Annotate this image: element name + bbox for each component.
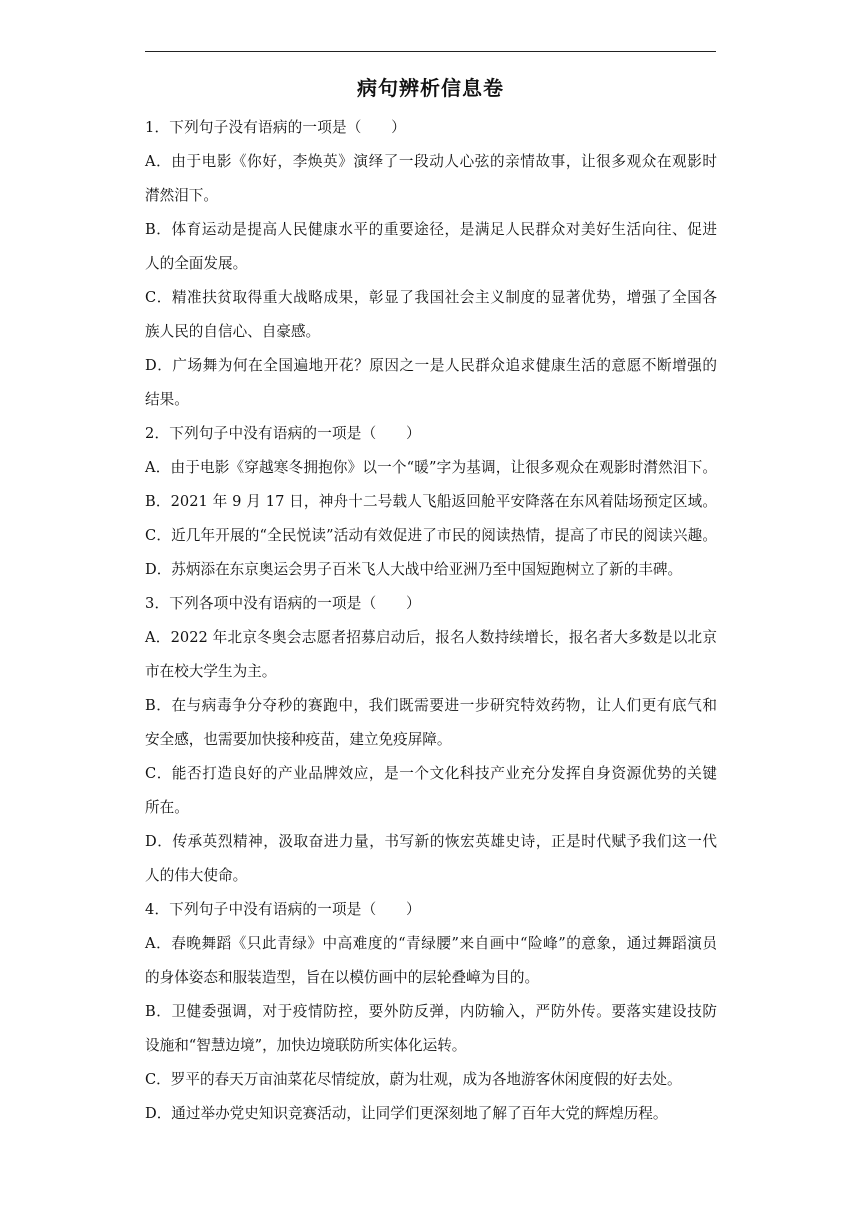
option-4a-line-1: A．春晚舞蹈《只此青绿》中高难度的“青绿腰”来自画中“险峰”的意象，通过舞蹈演员 xyxy=(145,935,717,952)
option-4c: C．罗平的春天万亩油菜花尽情绽放，蔚为壮观，成为各地游客休闲度假的好去处。 xyxy=(145,1071,682,1088)
option-4d: D．通过举办党史知识竞赛活动，让同学们更深刻地了解了百年大党的辉煌历程。 xyxy=(145,1105,668,1122)
option-1a-line-1: A．由于电影《你好，李焕英》演绎了一段动人心弦的亲情故事，让很多观众在观影时 xyxy=(145,153,717,170)
option-2d: D．苏炳添在东京奥运会男子百米飞人大战中给亚洲乃至中国短跑树立了新的丰碑。 xyxy=(145,561,683,578)
option-3c-line-2: 所在。 xyxy=(145,799,189,816)
option-3a-line-1: A．2022 年北京冬奥会志愿者招募启动后，报名人数持续增长，报名者大多数是以北京 xyxy=(145,629,717,646)
question-stem-3: 3．下列各项中没有语病的一项是（ ） xyxy=(145,595,421,612)
option-1d-line-1: D．广场舞为何在全国遍地开花？原因之一是人民群众追求健康生活的意愿不断增强的 xyxy=(145,357,717,374)
question-stem-4: 4．下列句子中没有语病的一项是（ ） xyxy=(145,901,421,918)
option-2a: A．由于电影《穿越寒冬拥抱你》以一个“暖”字为基调，让很多观众在观影时潸然泪下。 xyxy=(145,459,717,476)
option-2c: C．近几年开展的“全民悦读”活动有效促进了市民的阅读热情，提高了市民的阅读兴趣。 xyxy=(145,527,717,544)
option-3b-line-1: B．在与病毒争分夺秒的赛跑中，我们既需要进一步研究特效药物，让人们更有底气和 xyxy=(145,697,717,714)
header-rule xyxy=(145,51,716,52)
option-1b-line-2: 人的全面发展。 xyxy=(145,255,248,272)
option-1d-line-2: 结果。 xyxy=(145,391,189,408)
option-1b-line-1: B．体育运动是提高人民健康水平的重要途径，是满足人民群众对美好生活向往、促进 xyxy=(145,221,717,238)
option-4a-line-2: 的身体姿态和服装造型，旨在以模仿画中的层轮叠嶂为目的。 xyxy=(145,969,540,986)
question-stem-2: 2．下列句子中没有语病的一项是（ ） xyxy=(145,425,421,442)
option-4b-line-1: B．卫健委强调，对于疫情防控，要外防反弹，内防输入，严防外传。要落实建设技防 xyxy=(145,1003,717,1020)
page-title: 病句辨析信息卷 xyxy=(357,76,504,100)
question-stem-1: 1．下列句子没有语病的一项是（ ） xyxy=(145,119,406,136)
option-1c-line-2: 族人民的自信心、自豪感。 xyxy=(145,323,321,340)
option-1a-line-2: 潸然泪下。 xyxy=(145,187,218,204)
question-list xyxy=(145,111,717,1131)
option-3a-line-2: 市在校大学生为主。 xyxy=(145,663,277,680)
option-4b-line-2: 设施和“智慧边境”，加快边境联防所实体化运转。 xyxy=(145,1037,467,1054)
option-3b-line-2: 安全感，也需要加快接种疫苗，建立免疫屏障。 xyxy=(145,731,452,748)
option-3c-line-1: C．能否打造良好的产业品牌效应，是一个文化科技产业充分发挥自身资源优势的关键 xyxy=(145,765,717,782)
option-3d-line-1: D．传承英烈精神，汲取奋进力量，书写新的恢宏英雄史诗，正是时代赋予我们这一代 xyxy=(145,833,717,850)
option-3d-line-2: 人的伟大使命。 xyxy=(145,867,248,884)
option-2b: B．2021 年 9 月 17 日，神舟十二号载人飞船返回舱平安降落在东风着陆场预定区域。 xyxy=(145,493,717,510)
option-1c-line-1: C．精准扶贫取得重大战略成果，彰显了我国社会主义制度的显著优势，增强了全国各 xyxy=(145,289,717,306)
